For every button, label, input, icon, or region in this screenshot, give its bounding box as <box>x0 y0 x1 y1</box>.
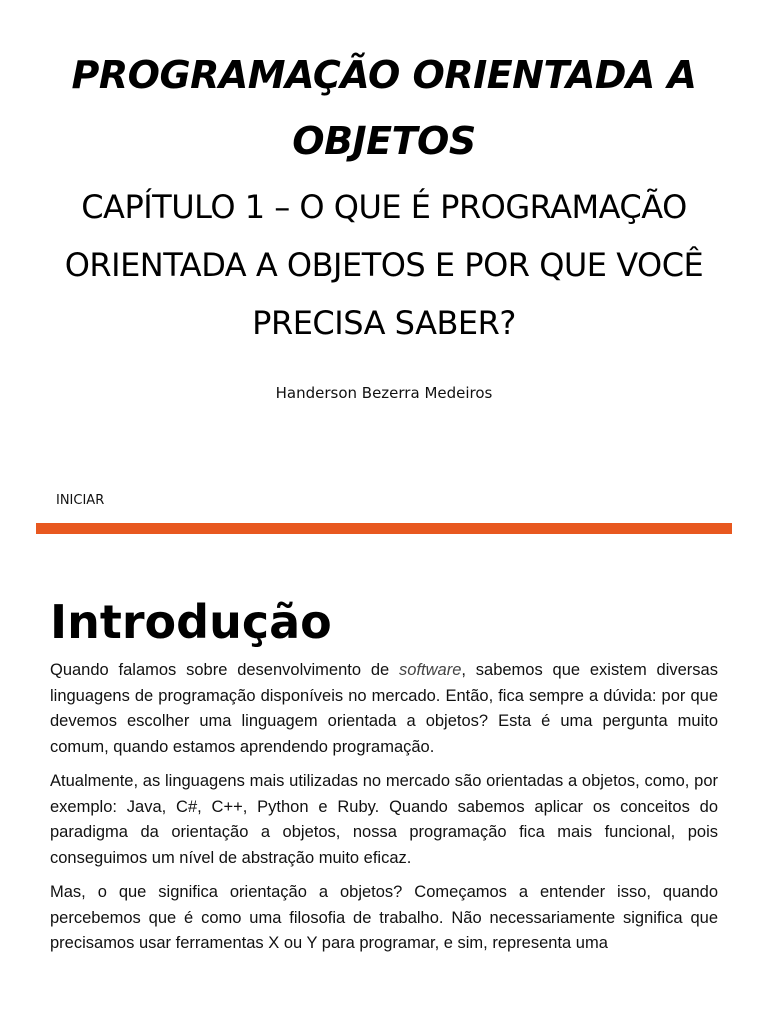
paragraph-2: Atualmente, as linguagens mais utilizadas no mercado são orientadas a objetos, como, por exemplo: Java, C#, C++, Python e Ruby. Quando sabemos aplicar os conceitos do paradigma da orientação a objetos, nossa programação fica mais funcional, pois conseguimos um nível de abstração muito eficaz. <box>50 772 718 867</box>
paragraph-1-start: Quando falamos sobre desenvolvimento de <box>50 661 400 679</box>
accent-divider <box>36 523 732 534</box>
author-name: Handerson Bezerra Medeiros <box>275 384 493 402</box>
start-button[interactable]: INICIAR <box>56 493 105 508</box>
paragraph-1 <box>50 658 718 760</box>
section-heading: Introdução <box>50 595 332 649</box>
document-title: PROGRAMAÇÃO ORIENTADA A OBJETOS <box>71 53 697 163</box>
paragraph-1-end: , sabemos que existem diversas linguagens de programação disponíveis no mercado. Então, fica sempre a dúvida: por que devemos escolher uma linguagem orientada a objetos? Esta é uma pergunta muito comum, quando estamos aprendendo programação. <box>50 661 718 756</box>
paragraph-3: Mas, o que significa orientação a objetos? Começamos a entender isso, quando percebemos que é como uma filosofia de trabalho. Não necessariamente significa que precisamos usar ferramentas X ou Y para programar, e sim, representa uma <box>50 883 718 952</box>
section-body <box>50 658 718 966</box>
software-term: software <box>399 661 462 679</box>
chapter-subtitle: CAPÍTULO 1 – O QUE É PROGRAMAÇÃO ORIENTADA A OBJETOS E POR QUE VOCÊ PRECISA SABER? <box>64 188 704 342</box>
